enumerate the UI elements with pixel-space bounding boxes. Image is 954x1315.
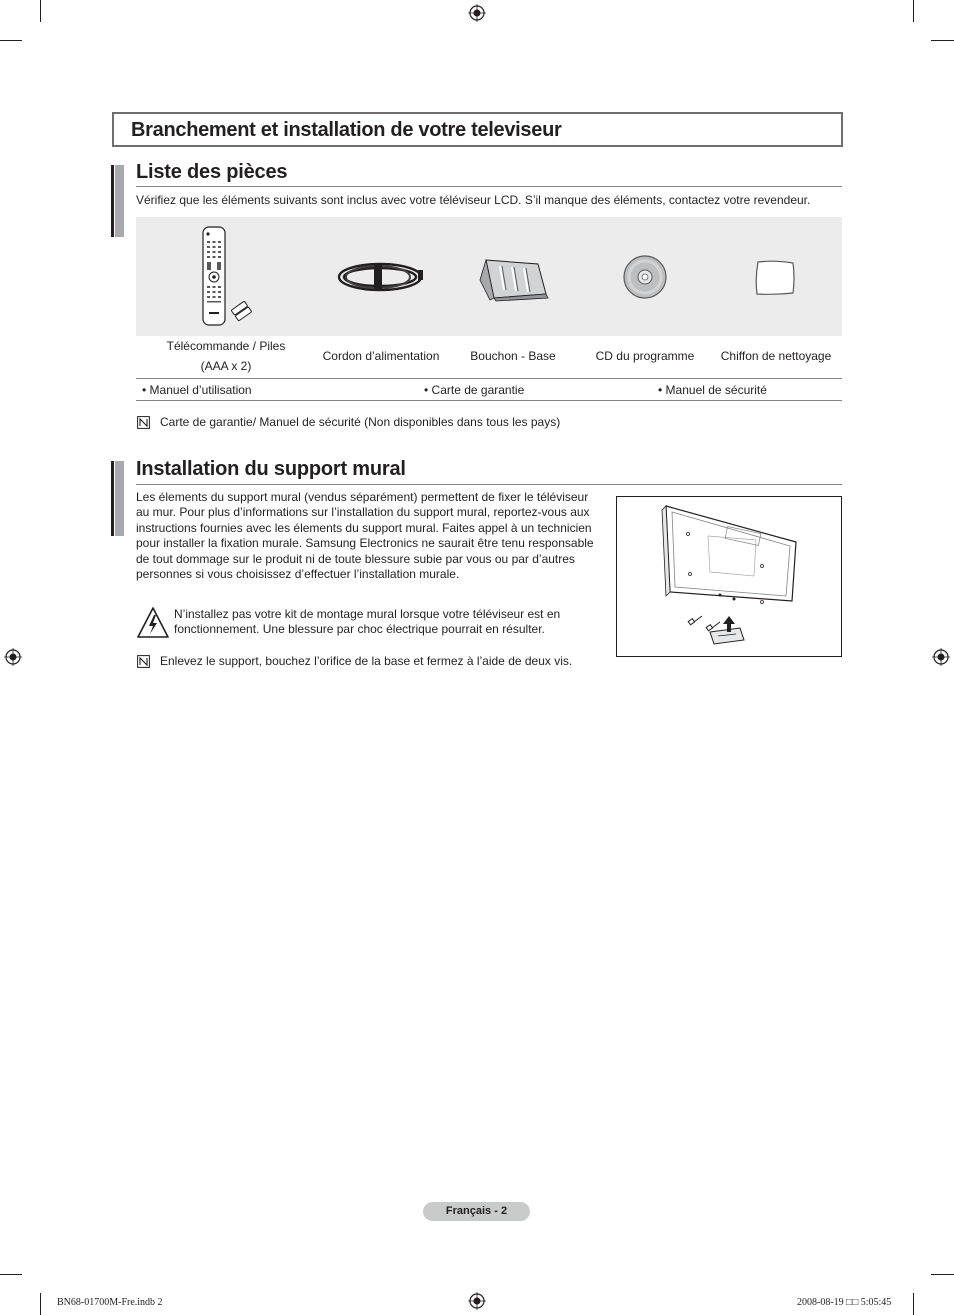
note-icon [137, 416, 150, 429]
wall-paragraph: Les élements du support mural (vendus séparément) permettent de fixer le téléviseur au mur. Pour plus d’informations sur l’installation du support mural, reportez-vous aux instructions fournies avec les élements du support mural. Faites appel à un technicien pour installer la fixation murale. Samsung Electronics ne saurait être tenu responsable de tout dommage sur le produit ni de toute blessure subie par vous ou par d’autres personnes si vous choisissez d’effectuer l’installation murale. [136, 490, 594, 582]
crop-mark [913, 0, 914, 22]
part-label-base-cover: Bouchon - Base [470, 349, 556, 363]
registration-mark-icon [932, 648, 950, 666]
section-marker [111, 165, 124, 237]
remote-control-icon [196, 225, 254, 327]
document-item: • Manuel d’utilisation [142, 383, 252, 397]
registration-mark-icon [468, 4, 486, 22]
cleaning-cloth-icon [754, 259, 796, 297]
wall-section-title: Installation du support mural [136, 458, 406, 480]
registration-mark-icon [468, 1292, 486, 1310]
document-item: • Carte de garantie [424, 383, 525, 397]
crop-mark [0, 1274, 22, 1275]
document-item: • Manuel de sécurité [658, 383, 767, 397]
cd-icon [622, 254, 668, 300]
base-cover-icon [476, 254, 550, 302]
crop-mark [40, 1293, 41, 1315]
part-label-remote: Télécommande / Piles (AAA x 2) [166, 339, 286, 373]
section-marker [111, 461, 124, 536]
slug-file-name: BN68-01700M-Fre.indb 2 [57, 1297, 163, 1308]
page-number-badge: Français - 2 [423, 1202, 530, 1221]
section-rule [136, 186, 842, 187]
parts-section-title: Liste des pièces [136, 161, 288, 183]
wall-note: Enlevez le support, bouchez l’orifice de la base et fermez à l’aide de deux vis. [160, 654, 573, 668]
documents-row [136, 378, 842, 401]
part-label-cd: CD du programme [595, 349, 695, 363]
power-cord-icon [334, 257, 426, 297]
crop-mark [913, 1293, 914, 1315]
warning-shock-icon [136, 606, 170, 640]
wall-mount-illustration [616, 496, 842, 657]
section-rule [136, 484, 842, 485]
note-icon [137, 655, 150, 668]
crop-mark [40, 0, 41, 22]
crop-mark [931, 40, 954, 41]
registration-mark-icon [4, 648, 22, 666]
crop-mark [0, 40, 22, 41]
slug-timestamp: 2008-08-19 □□ 5:05:45 [797, 1297, 892, 1308]
chapter-title: Branchement et installation de votre televiseur [131, 119, 562, 141]
wall-warning: N’installez pas votre kit de montage mural lorsque votre téléviseur est en fonctionnement. Une blessure par choc électrique pourrait en résulter. [174, 607, 561, 637]
parts-intro: Vérifiez que les éléments suivants sont inclus avec votre téléviseur LCD. S’il manque des éléments, contactez votre revendeur. [136, 193, 811, 207]
parts-note: Carte de garantie/ Manuel de sécurité (Non disponibles dans tous les pays) [160, 415, 561, 429]
crop-mark [931, 1274, 954, 1275]
part-label-cloth: Chiffon de nettoyage [720, 349, 832, 363]
part-label-power-cord: Cordon d’alimentation [322, 349, 440, 363]
chapter-header [112, 112, 843, 147]
